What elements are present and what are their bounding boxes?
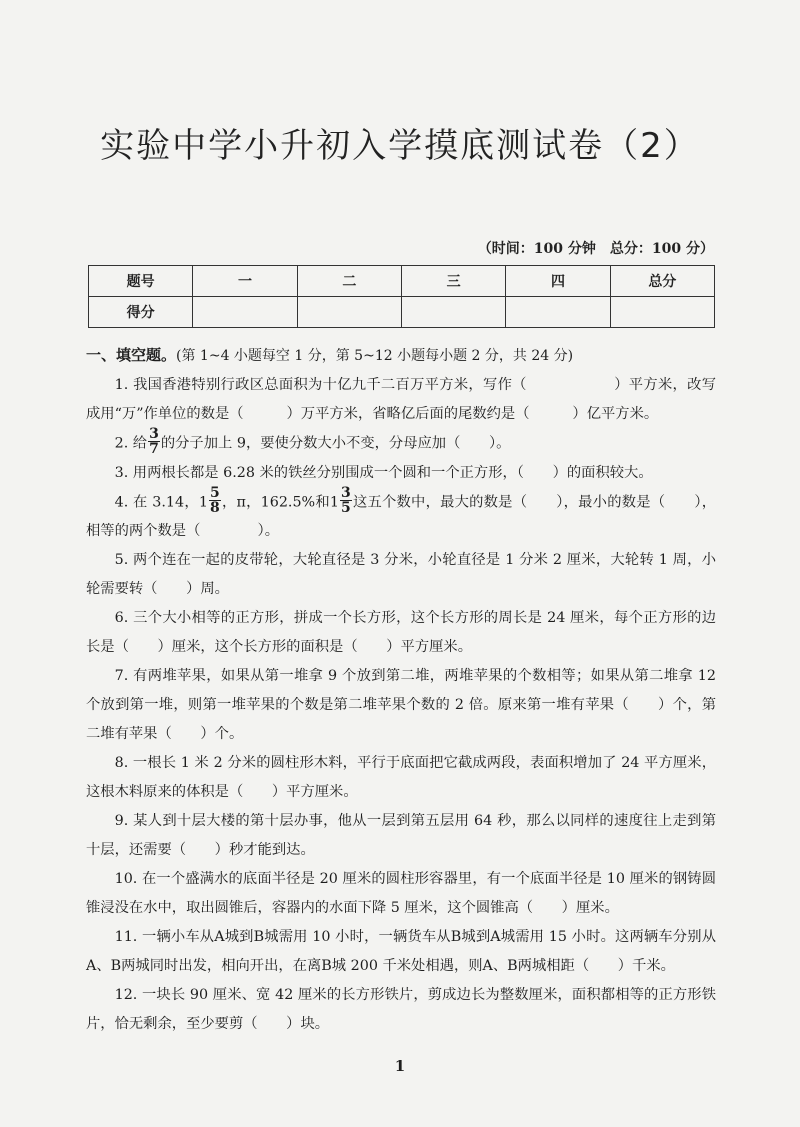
fraction-3-7 (148, 427, 160, 456)
question-4 (86, 484, 716, 547)
exam-meta: （时间：100 分钟 总分：100 分） (477, 241, 714, 257)
header-cell-1: 一 (193, 266, 297, 297)
score-cell-total (610, 297, 714, 328)
score-cell-2 (297, 297, 401, 328)
fraction-denominator: 5 (340, 499, 351, 516)
score-cell-1 (193, 297, 297, 328)
question-8: 8. 一根长 1 米 2 分米的圆柱形木料，平行于底面把它截成两段，表面积增加了 24 平方厘米，这根木料原来的体积是（ ）平方厘米。 (86, 755, 716, 800)
header-cell-label: 题号 (89, 266, 193, 297)
fraction-denominator: 8 (209, 499, 220, 516)
header-cell-3: 三 (401, 266, 505, 297)
question-4-text-2: ，π，162.5%和1 (221, 494, 339, 510)
question-9: 9. 某人到十层大楼的第十层办事，他从一层到第五层用 64 秒，那么以同样的速度往上走到第十层，还需要（ ）秒才能到达。 (86, 813, 716, 858)
question-11: 11. 一辆小车从A城到B城需用 10 小时，一辆货车从B城到A城需用 15 小时。这两辆车分别从A、B两城同时出发，相向开出，在离B城 200 千米处相遇，则A、B两城相距（ ）千米。 (86, 929, 716, 974)
question-6: 6. 三个大小相等的正方形，拼成一个长方形，这个长方形的周长是 24 厘米，每个正方形的边长是（ ）厘米，这个长方形的面积是（ ）平方厘米。 (86, 610, 716, 655)
question-2 (86, 426, 716, 459)
fraction-numerator: 3 (340, 484, 351, 501)
score-table-header-row (89, 266, 715, 297)
question-1: 1. 我国香港特别行政区总面积为十亿九千二百万平方米，写作（ ）平方米，改写成用“万”作单位的数是（ ）万平方米，省略亿后面的尾数约是（ ）亿平方米。 (86, 377, 716, 422)
section-title: 一、填空题。 (86, 346, 177, 364)
header-cell-total: 总分 (610, 266, 714, 297)
section-heading (86, 342, 716, 369)
question-4-text-1: 4. 在 3.14，1 (114, 494, 208, 510)
section-fill-in (86, 342, 716, 1039)
section-note: (第 1~4 小题每空 1 分，第 5~12 小题每小题 2 分，共 24 分) (176, 348, 574, 364)
header-cell-2: 二 (297, 266, 401, 297)
question-3: 3. 用两根长都是 6.28 米的铁丝分别围成一个圆和一个正方形，（ ）的面积较大。 (114, 464, 653, 481)
fraction-5-8 (209, 486, 221, 515)
question-5: 5. 两个连在一起的皮带轮，大轮直径是 3 分米，小轮直径是 1 分米 2 厘米，大轮转 1 周，小轮需要转（ ）周。 (86, 552, 716, 597)
score-cell-4 (506, 297, 610, 328)
fraction-numerator: 3 (149, 426, 159, 442)
page-title: 实验中学小升初入学摸底测试卷（2） (100, 126, 700, 166)
page-number: 1 (394, 1057, 406, 1075)
score-cell-3 (401, 297, 505, 328)
question-2-text-before: 2. 给 (114, 435, 148, 452)
question-12: 12. 一块长 90 厘米、宽 42 厘米的长方形铁片，剪成边长为整数厘米，面积都相等的正方形铁片，恰无剩余，至少要剪（ ）块。 (86, 987, 716, 1032)
question-7: 7. 有两堆苹果，如果从第一堆拿 9 个放到第二堆，两堆苹果的个数相等；如果从第二堆拿 12 个放到第一堆，则第一堆苹果的个数是第二堆苹果个数的 2 倍。原来第一堆有苹果（ ）个，第二堆有苹果（ ）个。 (86, 668, 716, 742)
question-4-text-3: 这五个数中，最大的数是（ ），最小的数是（ ），相等的两个数是（ ）。 (86, 494, 716, 539)
score-table-score-row (89, 297, 715, 328)
fraction-numerator: 5 (209, 484, 220, 501)
fraction-denominator: 7 (149, 441, 159, 457)
score-table (88, 265, 715, 328)
header-cell-4: 四 (506, 266, 610, 297)
question-10: 10. 在一个盛满水的底面半径是 20 厘米的圆柱形容器里，有一个底面半径是 10 厘米的钢铸圆锥浸没在水中，取出圆锥后，容器内的水面下降 5 厘米，这个圆锥高（ ）厘米。 (86, 871, 716, 916)
fraction-3-5 (340, 486, 352, 515)
question-2-text-after: 的分子加上 9，要使分数大小不变，分母应加（ ）。 (160, 435, 511, 452)
score-row-label: 得分 (89, 297, 193, 328)
